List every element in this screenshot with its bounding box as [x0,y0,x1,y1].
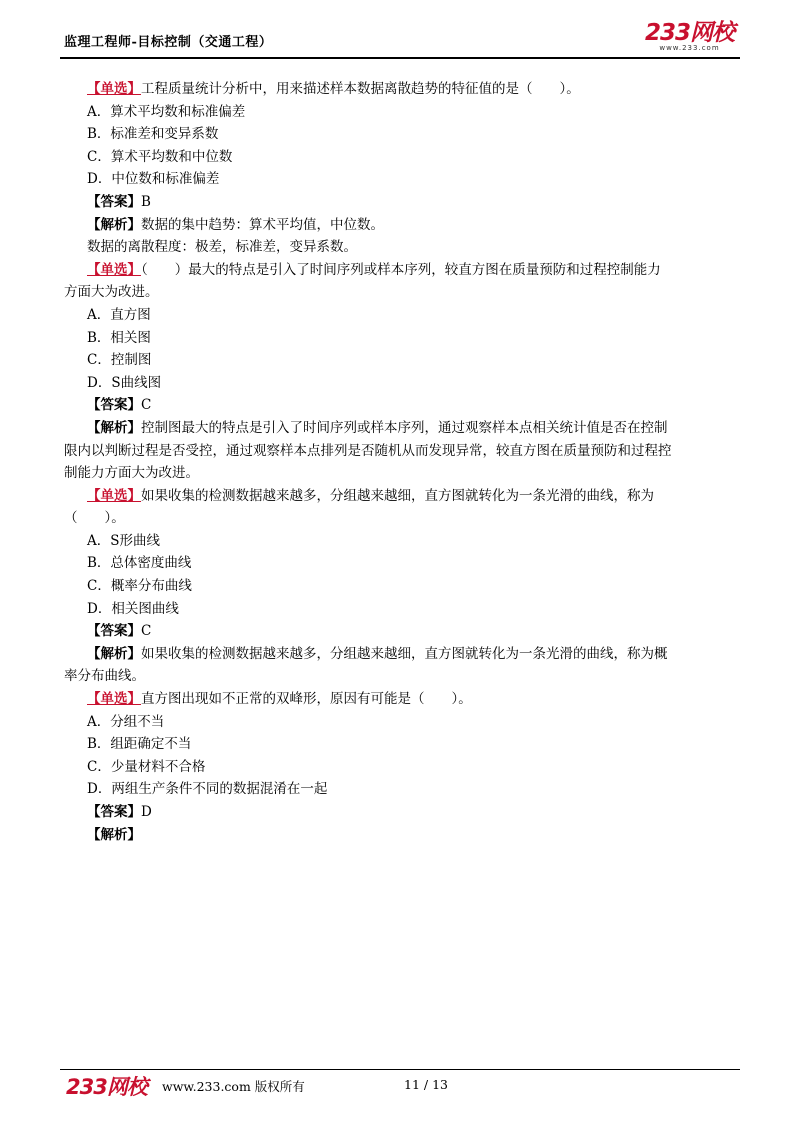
answer-label: 【答案】 [87,623,141,640]
footer-logo: 233网校 [66,1075,147,1099]
analysis-text-continued: 率分布曲线。 [64,668,145,685]
question-list [64,78,734,846]
answer-line [64,191,734,214]
answer-label: 【答案】 [87,193,141,210]
question-block [64,688,734,846]
question-stem [64,78,734,101]
stem-text: （ ）最大的特点是引入了时间序列或样本序列，较直方图在质量预防和过程控制能力 [141,261,661,278]
answer-option: A．S形曲线 [87,532,160,549]
question-stem [64,259,734,282]
analysis-line [64,824,734,847]
question-type-tag: 【单选】 [87,691,141,708]
header-divider [60,57,740,59]
question-block [64,485,734,688]
answer-option: C．少量材料不合格 [87,758,206,775]
answer-label: 【答案】 [87,804,141,820]
answer-option: A．分组不当 [87,713,165,730]
answer-label: 【答案】 [87,397,141,414]
analysis-line [64,643,734,666]
question-type-tag: 【单选】 [87,81,141,97]
analysis-label: 【解析】 [87,645,141,662]
answer-option: B．总体密度曲线 [87,555,192,572]
page-header-title: 监理工程师-目标控制（交通工程） [64,35,273,50]
analysis-line [64,214,734,237]
answer-value: B [141,193,151,210]
analysis-text: 数据的集中趋势：算术平均值，中位数。 [141,216,384,233]
logo-url: www.233.com [659,44,720,52]
answer-option: C．控制图 [87,352,152,369]
answer-value: C [141,623,152,640]
question-stem-continued [64,281,734,304]
footer-divider [60,1069,740,1070]
question-stem-continued [64,507,734,530]
answer-option: C．概率分布曲线 [87,578,192,595]
analysis-label: 【解析】 [87,419,141,436]
answer-option: B．相关图 [87,329,151,346]
analysis-text-continued: 限内以判断过程是否受控，通过观察样本点排列是否随机从而发现异常，较直方图在质量预防和过程控 [64,442,672,459]
question-stem [64,485,734,508]
answer-value: C [141,397,152,414]
question-stem [64,688,734,711]
answer-option: D．中位数和标准偏差 [87,171,220,188]
analysis-label: 【解析】 [87,216,141,233]
stem-text: 方面大为改进。 [64,284,159,301]
analysis-text-continued: 数据的离散程度：极差，标准差，变异系数。 [87,239,357,256]
answer-option: D．相关图曲线 [87,600,179,617]
footer-copyright: www.233.com 版权所有 [162,1079,305,1094]
analysis-line [64,417,734,440]
answer-option: A．算术平均数和标准偏差 [87,103,246,120]
page-number: 11 / 13 [404,1077,448,1092]
analysis-label: 【解析】 [87,826,141,843]
answer-option: A．直方图 [87,306,151,323]
answer-line [64,620,734,643]
logo-text: 233网校 [644,20,734,46]
analysis-text: 控制图最大的特点是引入了时间序列或样本序列，通过观察样本点相关统计值是否在控制 [141,419,668,436]
analysis-text-continued: 制能力方面大为改进。 [64,465,199,482]
stem-text: （ ）。 [64,510,125,527]
analysis-text: 如果收集的检测数据越来越多，分组越来越细，直方图就转化为一条光滑的曲线，称为概 [141,645,668,662]
stem-text: 直方图出现如不正常的双峰形，原因有可能是（ ）。 [141,691,472,708]
answer-option: B．组距确定不当 [87,736,192,753]
stem-text: 工程质量统计分析中，用来描述样本数据离散趋势的特征值的是（ ）。 [141,81,580,97]
question-block [64,78,734,259]
question-type-tag: 【单选】 [87,487,141,504]
brand-logo [645,22,734,52]
question-block [64,259,734,485]
question-type-tag: 【单选】 [87,261,141,278]
answer-value: D [141,804,152,820]
answer-line [64,801,734,824]
answer-option: B．标准差和变异系数 [87,126,219,143]
stem-text: 如果收集的检测数据越来越多，分组越来越细，直方图就转化为一条光滑的曲线，称为 [141,487,654,504]
answer-option: D．S曲线图 [87,374,162,391]
answer-line [64,394,734,417]
answer-option: D．两组生产条件不同的数据混淆在一起 [87,781,328,798]
answer-option: C．算术平均数和中位数 [87,148,233,165]
